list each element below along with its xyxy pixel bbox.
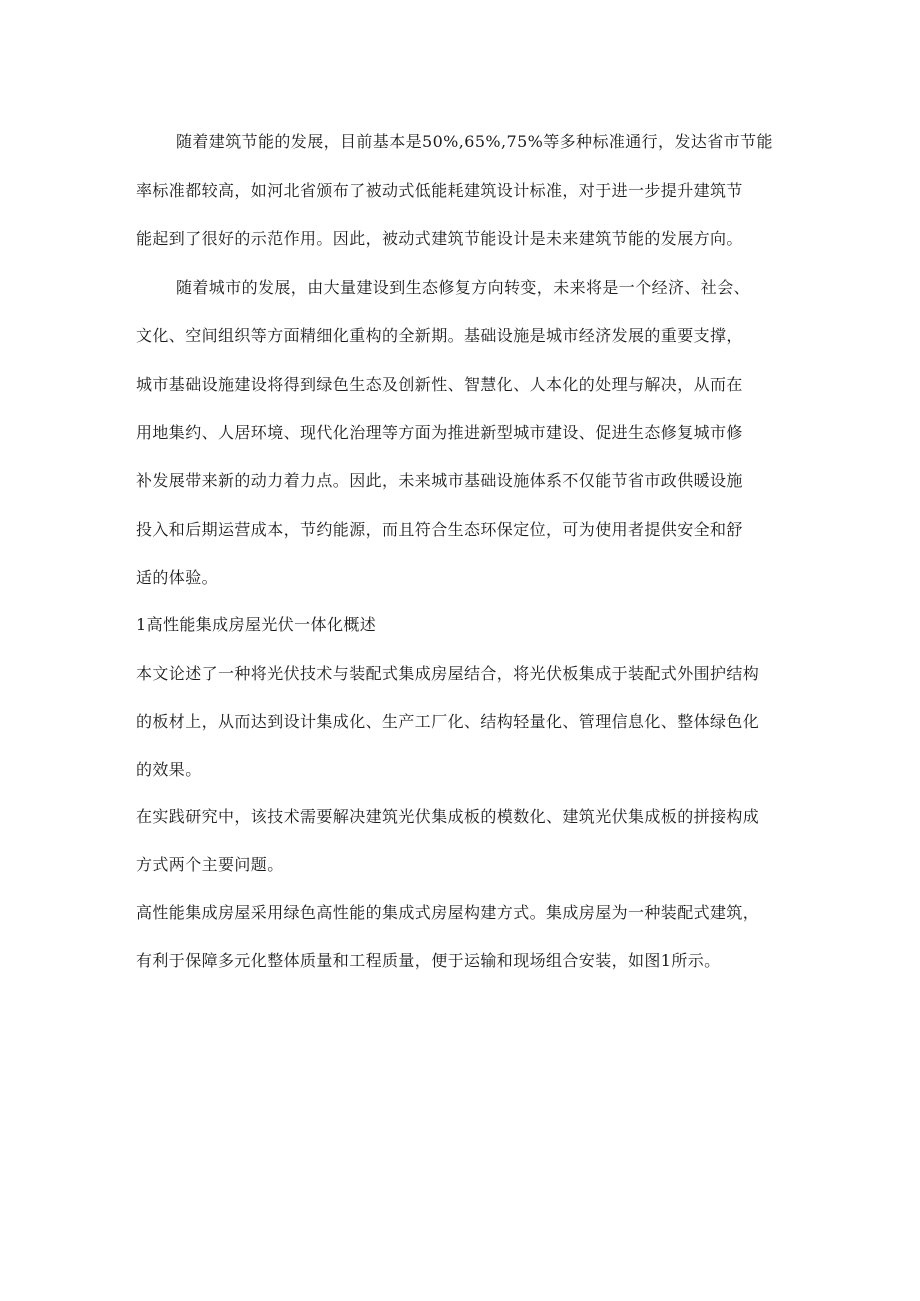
paragraph-5-line-1: 高性能集成房屋采用绿色高性能的集成式房屋构建方式。集成房屋为一种装配式建筑， <box>136 903 760 922</box>
paragraph-1-line-3: 能起到了很好的示范作用。因此，被动式建筑节能设计是未来建筑节能的发展方向。 <box>136 229 743 248</box>
paragraph-3-line-1: 本文论述了一种将光伏技术与装配式集成房屋结合，将光伏板集成于装配式外围护结构 <box>136 664 760 683</box>
paragraph-1-line-2: 率标准都较高，如河北省颁布了被动式低能耗建筑设计标准，对于进一步提升建筑节 <box>136 181 743 200</box>
paragraph-1-line-1: 随着建筑节能的发展，目前基本是50%,65%,75%等多种标准通行，发达省市节能 <box>176 132 773 151</box>
paragraph-5-line-2: 有利于保障多元化整体质量和工程质量，便于运输和现场组合安装，如图1所示。 <box>136 951 721 970</box>
paragraph-2-line-5: 补发展带来新的动力着力点。因此，未来城市基础设施体系不仅能节省市政供暖设施 <box>136 471 743 490</box>
paragraph-3-line-3: 的效果。 <box>136 760 202 779</box>
paragraph-2-line-2: 文化、空间组织等方面精细化重构的全新期。基础设施是城市经济发展的重要支撑， <box>136 326 743 345</box>
section-heading: 1高性能集成房屋光伏一体化概述 <box>136 615 377 634</box>
paragraph-4-line-2: 方式两个主要问题。 <box>136 855 284 874</box>
paragraph-2-line-3: 城市基础设施建设将得到绿色生态及创新性、智慧化、人本化的处理与解决，从而在 <box>136 375 743 394</box>
paragraph-2-line-7: 适的体验。 <box>136 568 219 587</box>
paragraph-4-line-1: 在实践研究中，该技术需要解决建筑光伏集成板的模数化、建筑光伏集成板的拼接构成 <box>136 807 760 826</box>
paragraph-2-line-1: 随着城市的发展，由大量建设到生态修复方向转变，未来将是一个经济、社会、 <box>176 278 751 297</box>
paragraph-2-line-6: 投入和后期运营成本，节约能源，而且符合生态环保定位，可为使用者提供安全和舒 <box>136 520 743 539</box>
paragraph-3-line-2: 的板材上，从而达到设计集成化、生产工厂化、结构轻量化、管理信息化、整体绿色化 <box>136 712 760 731</box>
paragraph-2-line-4: 用地集约、人居环境、现代化治理等方面为推进新型城市建设、促进生态修复城市修 <box>136 423 743 442</box>
